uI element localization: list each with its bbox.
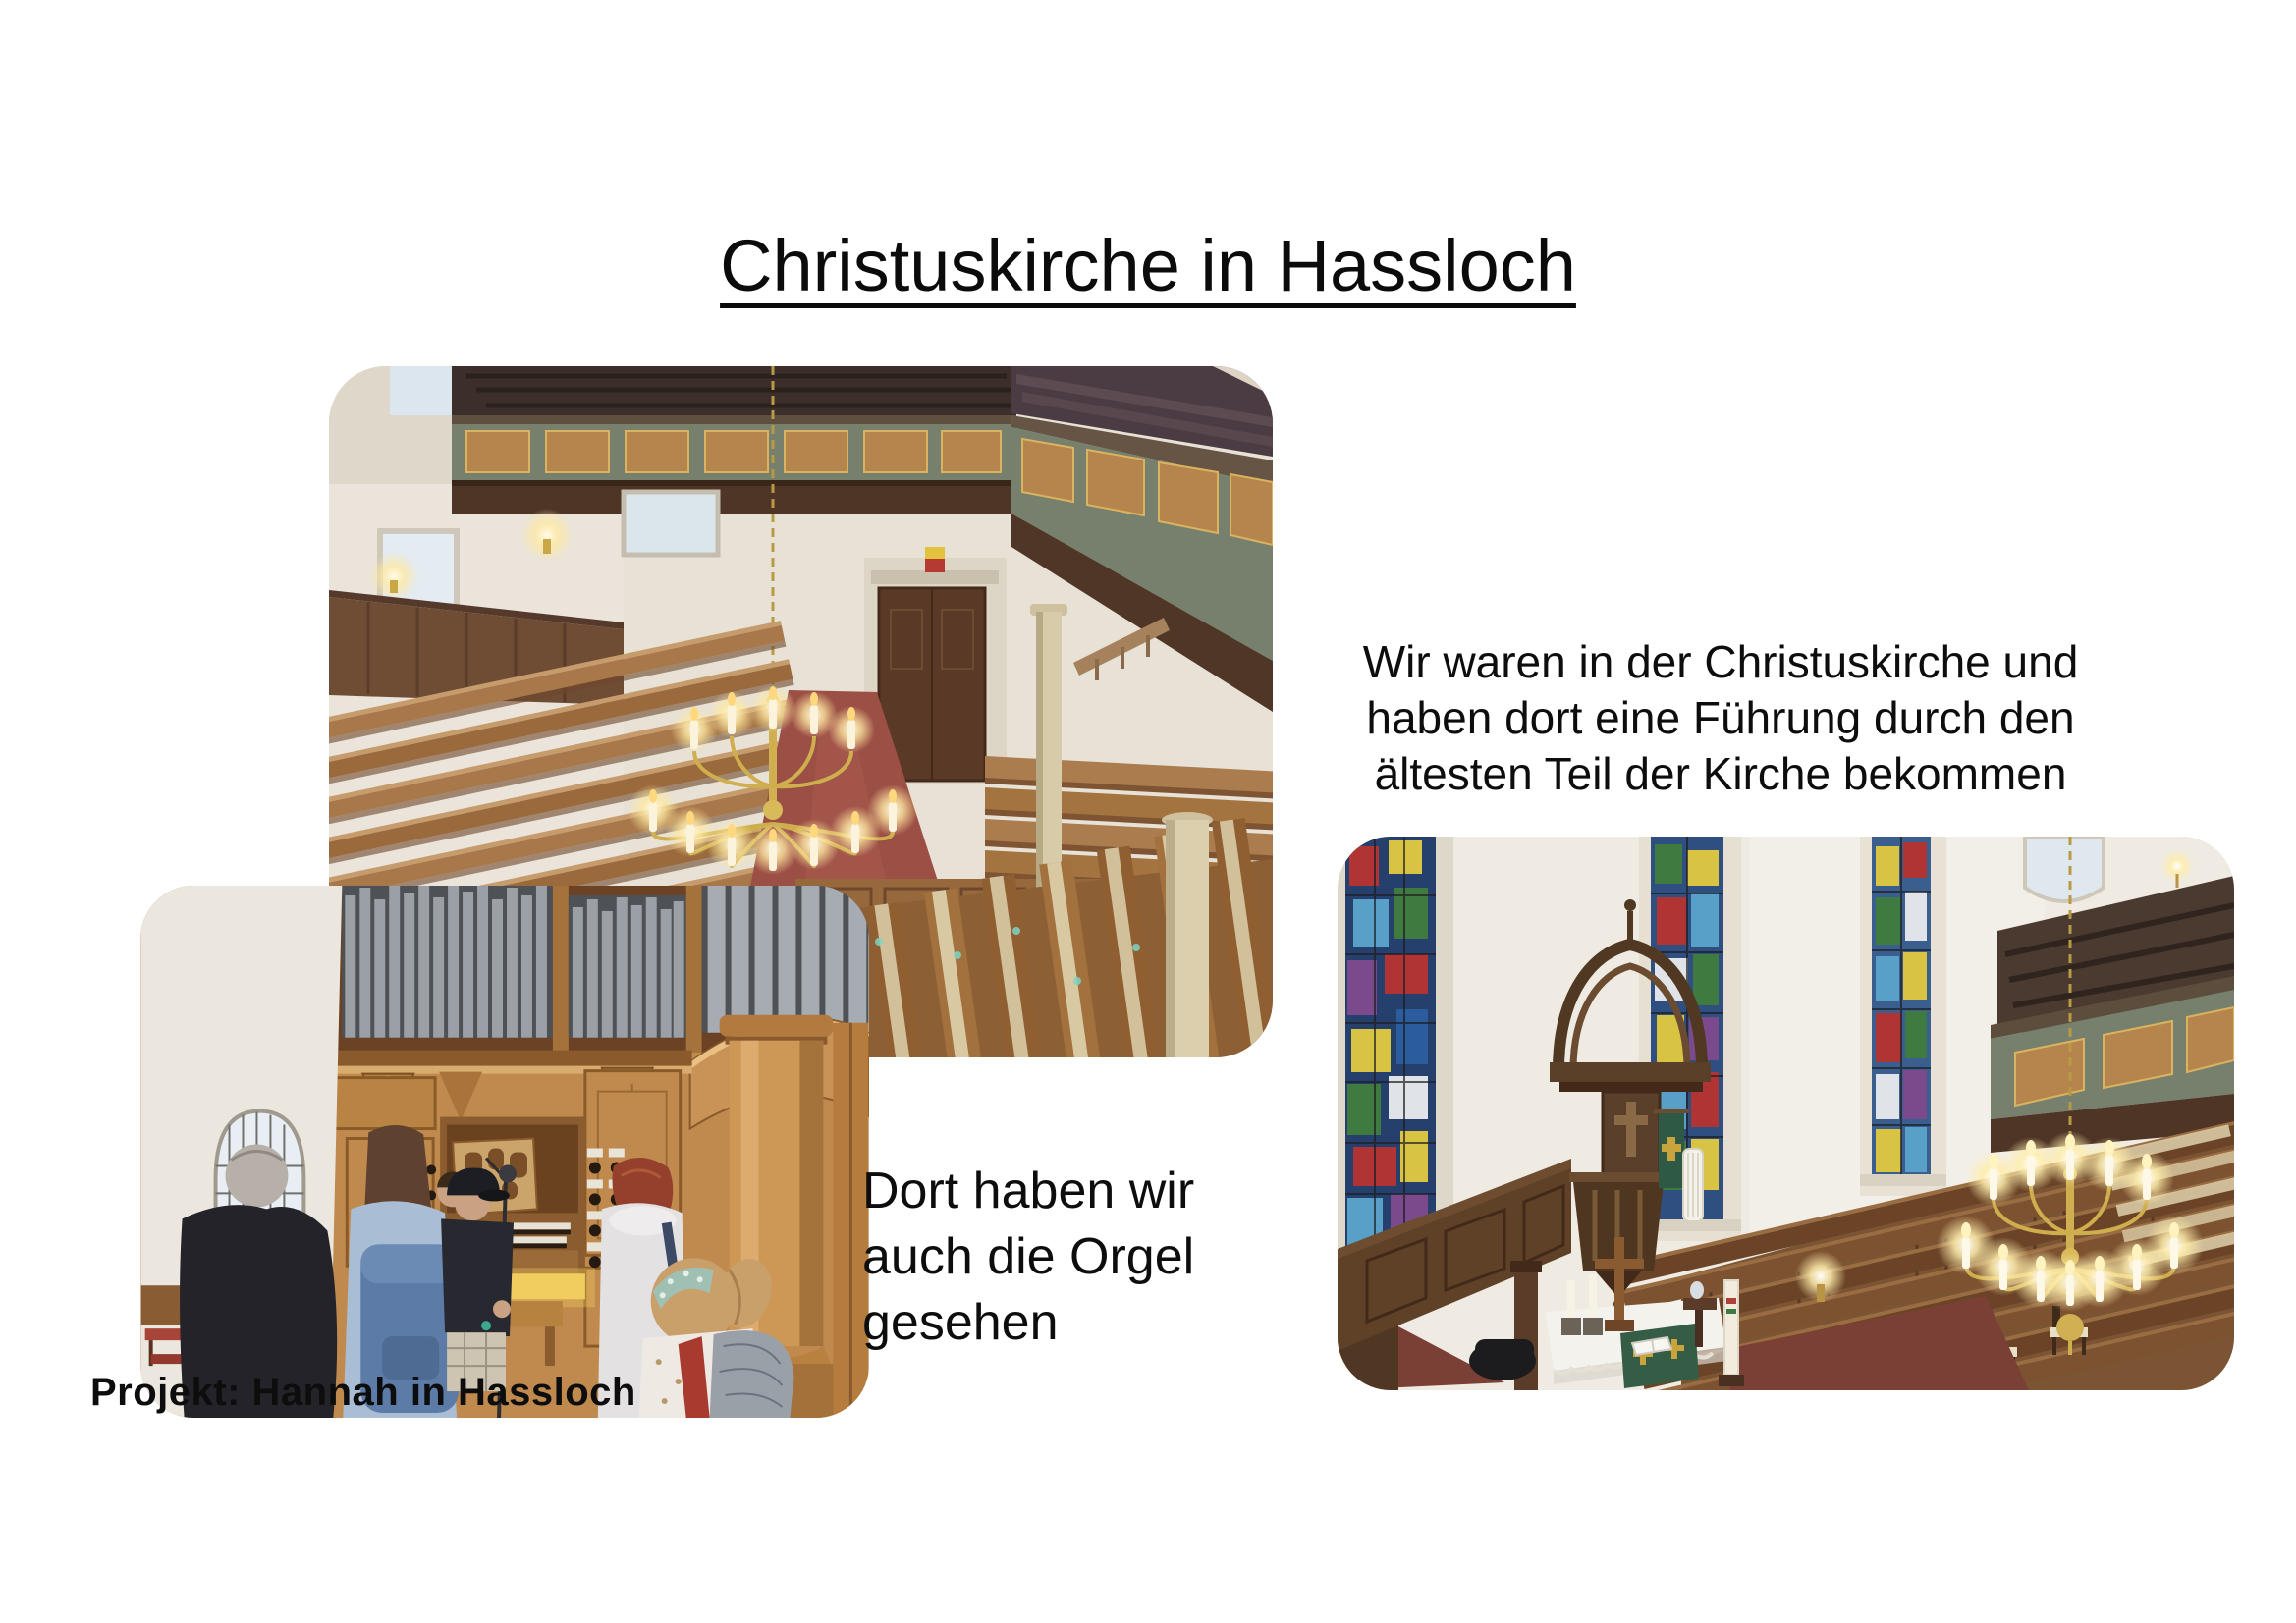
caption-organ-line: gesehen <box>862 1294 1059 1351</box>
pulpit-nave-illustration <box>1338 837 2234 1390</box>
photo-pulpit-altar-view <box>1338 837 2234 1390</box>
photo-organ-visitors <box>140 886 869 1418</box>
organ-illustration <box>140 886 869 1418</box>
caption-tour-line: ältesten Teil der Kirche bekommen <box>1374 748 2067 799</box>
caption-tour-line: Wir waren in der Christuskirche und <box>1362 636 2079 687</box>
caption-organ-line: auch die Orgel <box>862 1228 1195 1285</box>
page-title: Christuskirche in Hassloch <box>720 225 1576 306</box>
caption-organ-line: Dort haben wir <box>862 1163 1195 1219</box>
caption-tour-line: haben dort eine Führung durch den <box>1366 692 2075 743</box>
caption-organ <box>862 1159 1275 1356</box>
caption-tour <box>1269 634 2172 802</box>
project-label: Projekt: Hannah in Hassloch <box>90 1371 636 1414</box>
